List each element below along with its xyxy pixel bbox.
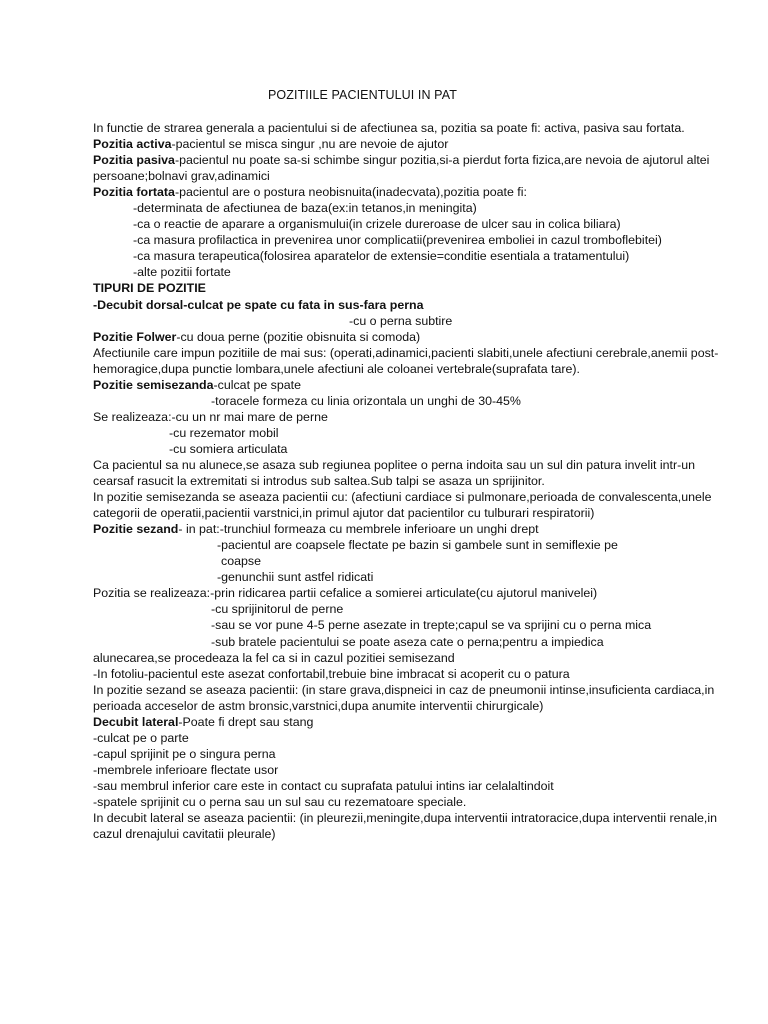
semisezanda-realizeaza: Se realizeaza:-cu un nr mai mare de perne — [93, 409, 328, 424]
decubit-dorsal-line1: -Decubit dorsal-culcat pe spate cu fata in sus-fara perna — [93, 297, 424, 312]
decubit-lateral — [93, 714, 723, 730]
tipuri-heading: TIPURI DE POZITIE — [93, 281, 206, 296]
sezand-realizeaza-item: -sau se vor pune 4-5 perne asezate in trepte;capul se va sprijini cu o perna mica — [211, 618, 652, 633]
pozitie-semisezanda — [93, 377, 723, 393]
afectiuni-paragraph: Afectiunile care impun pozitiile de mai sus: (operati,adinamici,pacienti slabiti,unele afectiuni cerebrale,anemii post-hemoragice,dupa punctie lombara,unele afectiuni ale coloanei vertebrale(suprafata tare). — [93, 345, 719, 376]
pozitia-activa — [93, 136, 723, 152]
decubit-dorsal-line2: -cu o perna subtire — [349, 313, 453, 328]
pozitie-folwer — [93, 329, 723, 345]
pozitia-fortata — [93, 184, 723, 200]
pozitia-pasiva-label: Pozitia pasiva — [93, 153, 175, 168]
sezand-alunecarea: alunecarea,se procedeaza la fel ca si in cazul pozitiei semisezand — [93, 650, 455, 665]
decubit-lateral-item: -sau membrul inferior care este in contact cu suprafata patului intins iar celalaltindoit — [93, 778, 554, 793]
decubit-lateral-pacienti: In decubit lateral se aseaza pacientii: (in pleurezii,meningite,dupa interventii intratoracice,dupa interventii renale,in cazul drenajului cavitatii pleurale) — [93, 811, 721, 842]
sezand-fotoliu: -In fotoliu-pacientul este asezat confortabil,trebuie bine imbracat si acoperit cu o patura — [93, 666, 570, 681]
sezand-item-cont: coapse — [221, 554, 261, 569]
semisezanda-pacienti: In pozitie semisezanda se aseaza pacientii cu: (afectiuni cardiace si pulmonare,perioada de convalescenta,unele categorii de operatii,pacientii varstnici,in primul ajutor dat pacientilor cu tulburari respiratorii) — [93, 490, 715, 521]
pozitia-activa-label: Pozitia activa — [93, 137, 172, 152]
pozitie-folwer-label: Pozitie Folwer — [93, 329, 177, 344]
fortata-item: -ca o reactie de aparare a organismului(in crizele dureroase de ulcer sau in colica biliara) — [133, 217, 621, 232]
decubit-lateral-text: -Poate fi drept sau stang — [178, 714, 314, 729]
sezand-realizeaza: Pozitia se realizeaza:-prin ridicarea partii cefalice a somierei articulate(cu ajutorul manivelei) — [93, 586, 598, 601]
semisezanda-item: -cu rezemator mobil — [169, 425, 279, 440]
decubit-lateral-label: Decubit lateral — [93, 714, 179, 729]
fortata-item: -determinata de afectiunea de baza(ex:in tetanos,in meningita) — [133, 201, 477, 216]
fortata-item — [93, 232, 723, 248]
semisezanda-item: -cu somiera articulata — [169, 441, 288, 456]
sezand-realizeaza-item: -cu sprijinitorul de perne — [211, 602, 344, 617]
sezand-realizeaza-item: -sub bratele pacientului se poate aseza cate o perna;pentru a impiedica — [211, 634, 604, 649]
fortata-item-text: -ca masura profilactica in prevenirea unor complicatii(prevenirea emboliei in cazul tromboflebitei) — [133, 233, 662, 248]
semisezanda-text: -culcat pe spate — [213, 377, 301, 392]
page-title: POZITIILE PACIENTULUI IN PAT — [268, 88, 457, 102]
sezand-item: -pacientul are coapsele flectate pe bazin si gambele sunt in semiflexie pe — [217, 538, 618, 553]
intro-paragraph: In functie de strarea generala a pacientului si de afectiunea sa, pozitia sa poate fi: activa, pasiva sau fortata. — [93, 121, 685, 135]
decubit-lateral-item: -membrele inferioare flectate usor — [93, 762, 279, 777]
fortata-item: -ca masura terapeutica(folosirea aparatelor de extensie=conditie esentiala a tratamentului) — [133, 249, 630, 264]
pozitie-sezand — [93, 521, 723, 537]
decubit-lateral-item: -spatele sprijinit cu o perna sau un sul sau cu rezematoare speciale. — [93, 794, 467, 809]
fortata-item: -alte pozitii fortate — [133, 265, 231, 280]
pozitia-activa-text: -pacientul se misca singur ,nu are nevoie de ajutor — [171, 137, 449, 152]
document-body — [93, 120, 723, 842]
sezand-item: -genunchii sunt astfel ridicati — [217, 570, 374, 585]
sezand-label: Pozitie sezand — [93, 522, 179, 537]
semisezanda-label: Pozitie semisezanda — [93, 377, 214, 392]
semisezanda-paragraph: Ca pacientul sa nu alunece,se asaza sub regiunea poplitee o perna indoita sau un sul din patura invelit intr-un cearsaf rasucit la extremitati si introdus sub saltea.Sub talpi se asaza un sprijinitor. — [93, 457, 699, 489]
pozitie-folwer-text: -cu doua perne (pozitie obisnuita si comoda) — [176, 329, 421, 344]
pozitia-fortata-label: Pozitia fortata — [93, 185, 175, 200]
pozitia-pasiva — [93, 152, 723, 184]
pozitia-pasiva-text: -pacientul nu poate sa-si schimbe singur pozitia,si-a pierdut forta fizica,are nevoia de ajutorul altei persoane;bolnavi grav,adinamici — [93, 153, 713, 184]
semisezanda-line2: -toracele formeza cu linia orizontala un unghi de 30-45% — [211, 393, 521, 408]
sezand-text: - in pat:-trunchiul formeaza cu membrele inferioare un unghi drept — [178, 522, 539, 537]
decubit-lateral-item: -culcat pe o parte — [93, 730, 189, 745]
pozitia-fortata-text: -pacientul are o postura neobisnuita(inadecvata),pozitia poate fi: — [174, 185, 527, 200]
sezand-pacienti: In pozitie sezand se aseaza pacientii: (in stare grava,dispneici in caz de pneumonii intinse,insuficienta cardiaca,in perioada acceselor de astm bronsic,varstnici,dupa anumite interventii chirurgicale) — [93, 682, 718, 713]
decubit-lateral-item: -capul sprijinit pe o singura perna — [93, 746, 276, 761]
